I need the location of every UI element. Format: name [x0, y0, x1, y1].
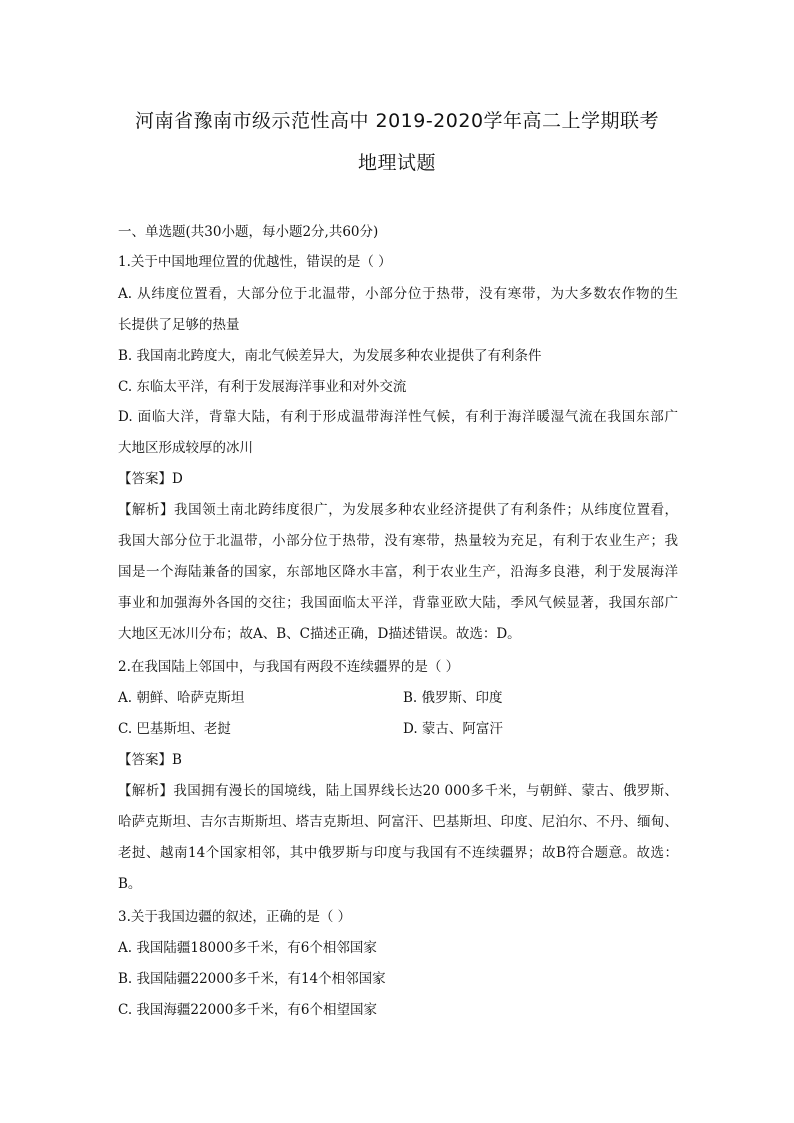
q1-analysis-line4: 事业和加强海外各国的交往；我国面临太平洋，背靠亚欧大陆，季风气候显著，我国东部广 — [118, 595, 678, 611]
q2-option-a: A. 朝鲜、哈萨克斯坦 — [118, 690, 245, 706]
q1-option-a-line1: A. 从纬度位置看，大部分位于北温带，小部分位于热带，没有寒带，为大多数农作物的生 — [118, 286, 678, 302]
q2-option-d: D. 蒙古、阿富汗 — [403, 721, 503, 737]
q2-option-c: C. 巴基斯坦、老挝 — [118, 721, 231, 737]
q1-option-c: C. 东临太平洋，有利于发展海洋事业和对外交流 — [118, 379, 407, 395]
q1-analysis-line1: 【解析】我国领土南北跨纬度很广，为发展多种农业经济提供了有利条件；从纬度位置看， — [118, 502, 678, 518]
q2-analysis-line1: 【解析】我国拥有漫长的国境线，陆上国界线长达20 000多千米，与朝鲜、蒙古、俄罗斯、 — [118, 783, 678, 799]
q1-analysis-line5: 大地区无冰川分布；故A、B、C描述正确，D描述错误。故选：D。 — [118, 626, 521, 642]
q1-stem: 1.关于中国地理位置的优越性，错误的是（ ） — [118, 254, 392, 270]
q3-stem: 3.关于我国边疆的叙述，正确的是（ ） — [118, 909, 352, 925]
q1-option-b: B. 我国南北跨度大，南北气候差异大，为发展多种农业提供了有利条件 — [118, 348, 542, 364]
q1-option-d-line2: 大地区形成较厚的冰川 — [118, 440, 253, 456]
q1-option-a-line2: 长提供了足够的热量 — [118, 317, 240, 333]
q2-answer: 【答案】B — [118, 752, 182, 768]
document-title-line2: 地理试题 — [357, 152, 436, 174]
q3-option-b: B. 我国陆疆22000多千米，有14个相邻国家 — [118, 971, 386, 987]
q2-option-b: B. 俄罗斯、印度 — [403, 690, 503, 706]
q1-answer: 【答案】D — [118, 471, 183, 487]
q2-analysis-line3: 老挝、越南14个国家相邻，其中俄罗斯与印度与我国有不连续疆界；故B符合题意。故选： — [118, 845, 678, 861]
q3-option-a: A. 我国陆疆18000多千米，有6个相邻国家 — [118, 940, 377, 956]
q1-option-d-line1: D. 面临大洋，背靠大陆，有利于形成温带海洋性气候，有利于海洋暖湿气流在我国东部广 — [118, 409, 678, 425]
q2-stem: 2.在我国陆上邻国中，与我国有两段不连续疆界的是（ ） — [118, 659, 460, 675]
q2-analysis-line2: 哈萨克斯坦、吉尔吉斯斯坦、塔吉克斯坦、阿富汗、巴基斯坦、印度、尼泊尔、不丹、缅甸、 — [118, 814, 678, 830]
section-header: 一、单选题(共30小题，每小题2分,共60分) — [118, 224, 379, 240]
q1-analysis-line3: 国是一个海陆兼备的国家，东部地区降水丰富，利于农业生产，沿海多良港，利于发展海洋 — [118, 564, 678, 580]
q3-option-c: C. 我国海疆22000多千米，有6个相望国家 — [118, 1002, 377, 1018]
document-title-line1: 河南省豫南市级示范性高中 2019-2020学年高二上学期联考 — [134, 110, 660, 132]
q2-analysis-line4: B。 — [118, 876, 142, 892]
q1-analysis-line2: 我国大部分位于北温带，小部分位于热带，没有寒带，热量较为充足，有利于农业生产；我 — [118, 533, 678, 549]
